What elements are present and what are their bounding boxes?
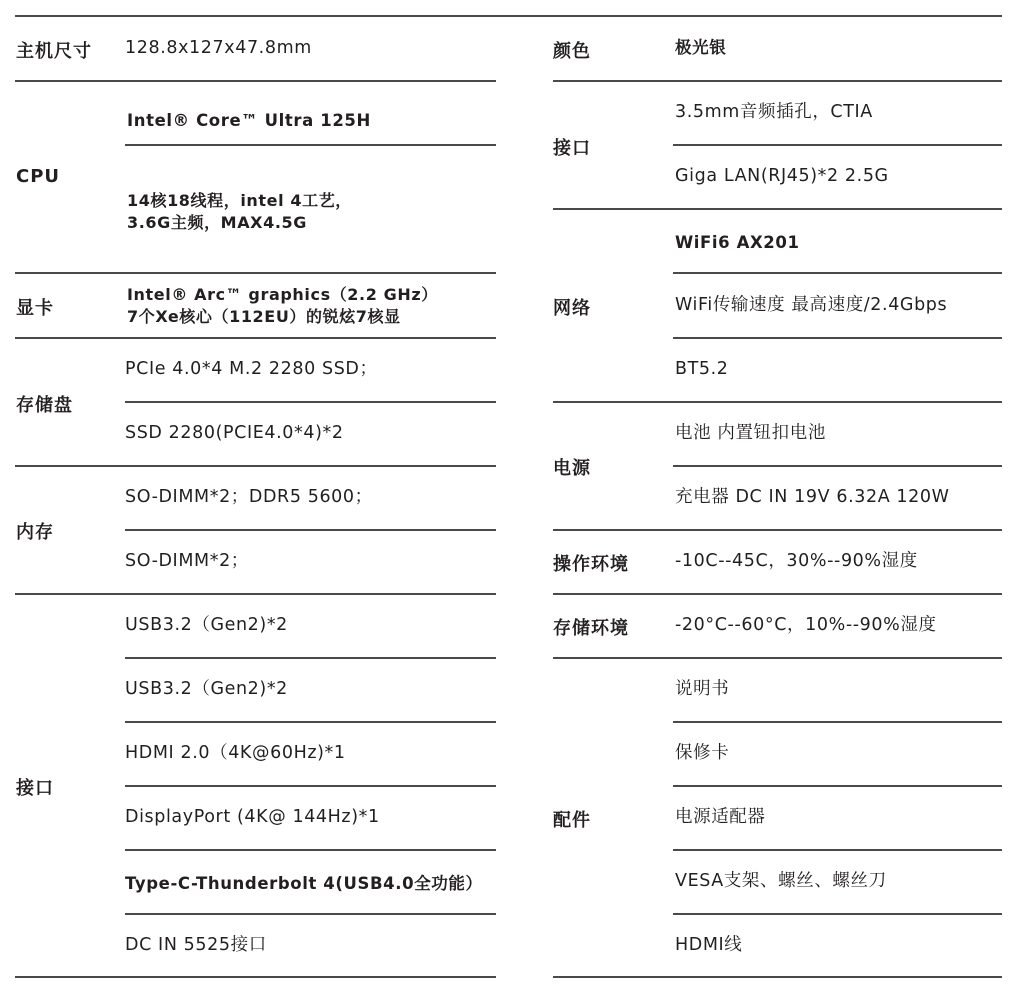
ports-label: 接口 (16, 778, 54, 799)
divider (15, 593, 496, 595)
accessory-item: 说明书 (675, 679, 730, 699)
divider (125, 849, 496, 851)
port-item: DisplayPort (4K@ 144Hz)*1 (125, 807, 380, 827)
cpu-model: Intel® Core™ Ultra 125H (127, 111, 371, 130)
color-label: 颜色 (553, 41, 591, 62)
divider (553, 401, 1002, 403)
operating-env-label: 操作环境 (553, 554, 629, 575)
divider (125, 529, 496, 531)
accessory-item: HDMI线 (675, 935, 743, 955)
divider (15, 80, 496, 82)
host-size-value: 128.8x127x47.8mm (125, 38, 312, 58)
divider (125, 401, 496, 403)
memory-item: SO-DIMM*2；DDR5 5600； (125, 487, 373, 507)
divider (673, 337, 1002, 339)
storage-env-label: 存储环境 (553, 618, 629, 639)
port-item: USB3.2（Gen2)*2 (125, 679, 288, 699)
accessory-item: 保修卡 (675, 743, 730, 763)
divider (553, 529, 1002, 531)
divider (125, 721, 496, 723)
operating-env-value: -10C--45C，30%--90%湿度 (675, 551, 918, 571)
bottom-divider (553, 976, 1002, 978)
divider (15, 272, 496, 274)
divider (553, 208, 1002, 210)
divider (553, 80, 1002, 82)
port-item: HDMI 2.0（4K@60Hz)*1 (125, 743, 346, 763)
accessory-item: VESA支架、螺丝、螺丝刀 (675, 871, 887, 891)
divider (15, 337, 496, 339)
divider (673, 144, 1002, 146)
io-ports-label: 接口 (553, 138, 591, 159)
bottom-divider (15, 976, 496, 978)
divider (673, 913, 1002, 915)
divider (673, 721, 1002, 723)
divider (125, 785, 496, 787)
memory-label: 内存 (16, 522, 54, 543)
accessories-label: 配件 (553, 810, 591, 831)
host-size-label: 主机尺寸 (16, 41, 92, 62)
divider (673, 465, 1002, 467)
storage-item: PCIe 4.0*4 M.2 2280 SSD； (125, 359, 378, 379)
gpu-label: 显卡 (16, 298, 54, 319)
network-item: BT5.2 (675, 359, 729, 379)
divider (673, 785, 1002, 787)
power-item: 电池 内置钮扣电池 (675, 423, 826, 443)
divider (553, 657, 1002, 659)
cpu-label: CPU (16, 166, 61, 187)
power-item: 充电器 DC IN 19V 6.32A 120W (675, 487, 950, 507)
port-item: USB3.2（Gen2)*2 (125, 615, 288, 635)
network-item: WiFi传输速度 最高速度/2.4Gbps (675, 295, 948, 315)
divider (125, 144, 496, 146)
divider (553, 593, 1002, 595)
divider (125, 657, 496, 659)
network-label: 网络 (553, 298, 591, 319)
divider (15, 465, 496, 467)
gpu-line1: Intel® Arc™ graphics（2.2 GHz） (127, 285, 438, 304)
color-value: 极光银 (675, 38, 727, 57)
divider (673, 849, 1002, 851)
port-item: Type-C-Thunderbolt 4(USB4.0全功能） (125, 874, 483, 893)
gpu-line2: 7个Xe核心（112EU）的锐炫7核显 (127, 307, 401, 326)
divider (673, 272, 1002, 274)
cpu-spec-line1: 14核18线程，intel 4工艺， (127, 191, 352, 210)
network-item: WiFi6 AX201 (675, 233, 800, 252)
divider (125, 913, 496, 915)
top-divider (15, 15, 1002, 17)
accessory-item: 电源适配器 (675, 807, 766, 827)
io-port-item: Giga LAN(RJ45)*2 2.5G (675, 166, 889, 186)
io-port-item: 3.5mm音频插孔，CTIA (675, 102, 873, 122)
storage-item: SSD 2280(PCIE4.0*4)*2 (125, 423, 344, 443)
storage-label: 存储盘 (16, 395, 73, 416)
memory-item: SO-DIMM*2； (125, 551, 249, 571)
port-item: DC IN 5525接口 (125, 935, 267, 955)
storage-env-value: -20°C--60°C，10%--90%湿度 (675, 615, 937, 635)
power-label: 电源 (553, 458, 591, 479)
cpu-spec-line2: 3.6G主频，MAX4.5G (127, 213, 307, 232)
